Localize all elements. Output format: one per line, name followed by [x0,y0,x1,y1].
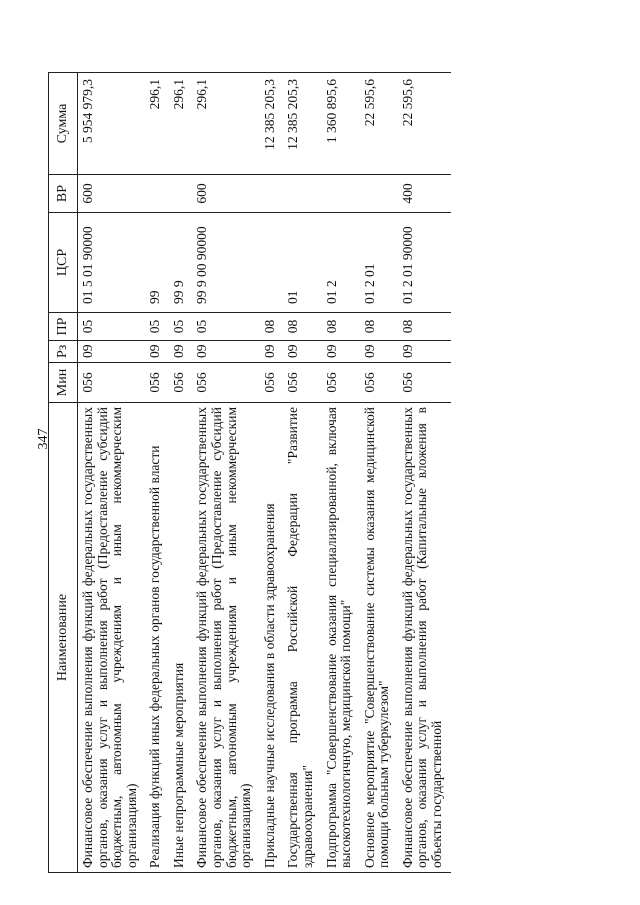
table-row [322,73,360,873]
row-sum: 12 385 205,3 [260,73,284,175]
row-sum: 12 385 205,3 [283,73,321,175]
row-vr: 600 [78,175,146,213]
header-sum: Сумма [49,73,78,175]
row-pr: 08 [322,313,360,341]
row-rz: 09 [78,341,146,363]
header-rz: Рз [49,341,78,363]
row-vr: 600 [192,175,259,213]
row-vr: 400 [398,175,451,213]
row-sum: 296,1 [145,73,169,175]
row-vr [283,175,321,213]
header-min: Мин [49,363,78,403]
row-name: Финансовое обеспечение выполнения функций федеральных государственных органов, оказания услуг и выполнения работ (Предоставление субсидий бюджетным, автономным учреждениям и иным некоммерческим организациям) [192,403,259,873]
table-row [283,73,321,873]
row-vr [360,175,398,213]
header-vr: ВР [49,175,78,213]
row-pr: 05 [192,313,259,341]
row-csr: 01 5 01 90000 [78,213,146,313]
table-row [260,73,284,873]
header-pr: ПР [49,313,78,341]
row-sum: 1 360 895,6 [322,73,360,175]
row-csr: 99 9 [169,213,193,313]
row-min: 056 [398,363,451,403]
row-name: Иные непрограммные мероприятия [169,403,193,873]
row-pr: 05 [145,313,169,341]
row-min: 056 [78,363,146,403]
row-min: 056 [145,363,169,403]
row-pr: 05 [78,313,146,341]
row-name: Финансовое обеспечение выполнения функций федеральных государственных органов, оказания услуг и выполнения работ (Капитальные вложения в объекты государственной [398,403,451,873]
row-rz: 09 [169,341,193,363]
row-pr: 08 [260,313,284,341]
row-csr: 99 [145,213,169,313]
row-name: Финансовое обеспечение выполнения функций федеральных государственных органов, оказания услуг и выполнения работ (Предоставление субсидий бюджетным, автономным учреждениям и иным некоммерческим организациям) [78,403,146,873]
row-pr: 05 [169,313,193,341]
row-sum: 296,1 [169,73,193,175]
row-name: Основное мероприятие "Совершенствование системы оказания медицинской помощи больным туберкулезом" [360,403,398,873]
row-sum: 5 954 979,3 [78,73,146,175]
rotated-page-content [48,73,628,873]
row-min: 056 [192,363,259,403]
row-pr: 08 [360,313,398,341]
row-rz: 09 [260,341,284,363]
row-csr: 01 2 01 [360,213,398,313]
row-pr: 08 [283,313,321,341]
row-rz: 09 [145,341,169,363]
header-csr: ЦСР [49,213,78,313]
row-rz: 09 [322,341,360,363]
table-row [145,73,169,873]
table-row [360,73,398,873]
page-number: 347 [36,428,51,450]
row-vr [169,175,193,213]
row-min: 056 [283,363,321,403]
row-vr [145,175,169,213]
header-name: Наименование [49,403,78,873]
row-pr: 08 [398,313,451,341]
row-name: Государственная программа Российской Федерации "Развитие здравоохранения" [283,403,321,873]
row-csr: 01 2 [322,213,360,313]
budget-table [48,72,451,873]
row-min: 056 [260,363,284,403]
row-csr: 01 2 01 90000 [398,213,451,313]
table-header-row [49,73,78,873]
row-min: 056 [360,363,398,403]
table-row [78,73,146,873]
row-csr [260,213,284,313]
row-rz: 09 [283,341,321,363]
row-rz: 09 [192,341,259,363]
row-vr [260,175,284,213]
row-name: Прикладные научные исследования в области здравоохранения [260,403,284,873]
row-csr: 99 9 00 90000 [192,213,259,313]
table-row [398,73,451,873]
table-row [169,73,193,873]
row-min: 056 [169,363,193,403]
row-csr: 01 [283,213,321,313]
table-row [192,73,259,873]
row-vr [322,175,360,213]
row-rz: 09 [398,341,451,363]
row-name: Подпрограмма "Совершенствование оказания специализированной, включая высокотехнологичную, медицинской помощи" [322,403,360,873]
row-min: 056 [322,363,360,403]
row-sum: 22 595,6 [360,73,398,175]
row-rz: 09 [360,341,398,363]
row-name: Реализация функций иных федеральных органов государственной власти [145,403,169,873]
row-sum: 296,1 [192,73,259,175]
row-sum: 22 595,6 [398,73,451,175]
